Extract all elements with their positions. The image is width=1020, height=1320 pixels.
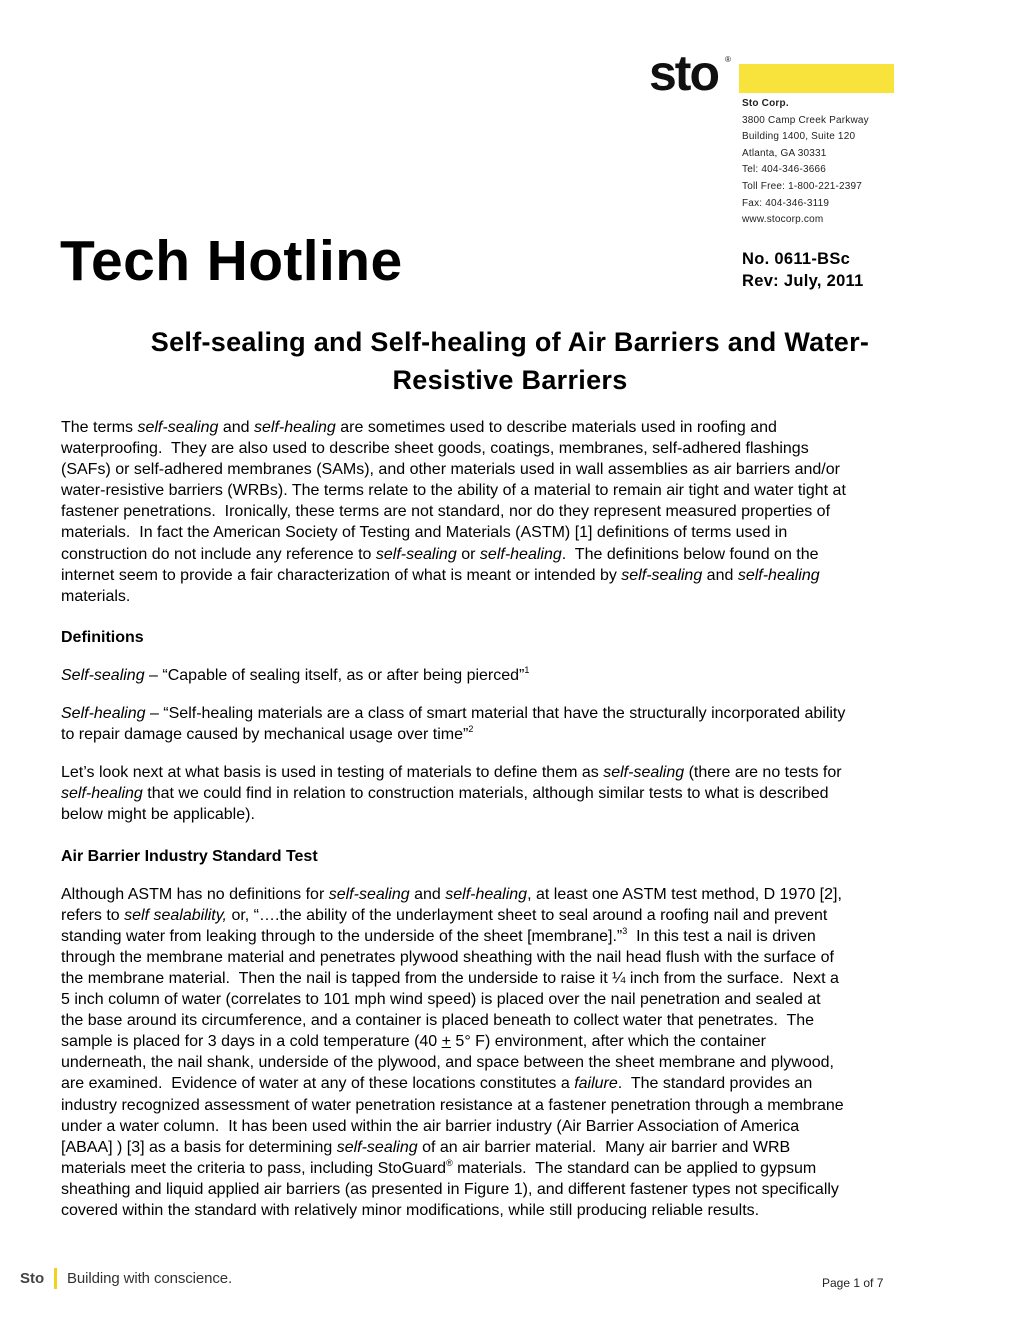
self-sealing-definition: Self-sealing – “Capable of sealing itself, as or after being pierced”$^1$ xyxy=(61,664,530,684)
brand-yellow-bar xyxy=(739,64,894,93)
intro-paragraph: The terms self-sealing and self-healing are sometimes used to describe materials used in roofing and waterproofing. They are also used to describe sheet goods, coatings, membranes, self-adhered flashings (SAFs) or self-adhered membranes (SAMs), and other materials used in wall assemblies as air barriers and/or water-resistive barriers (WRBs). The terms relate to the ability of a material to remain air tight and water tight at fastener penetrations. Ironically, these terms are not standard, nor do they represent measured properties of materials. In fact the American Society of Testing and Materials (ASTM) [1] definitions of terms used in construction do not include any reference to self-sealing or self-healing. The definitions below found on the internet seem to provide a fair characterization of what is meant or intended by self-sealing and self-healing materials. xyxy=(61,419,846,605)
company-name: Sto Corp. xyxy=(742,98,789,109)
address-city: Atlanta, GA 30331 xyxy=(742,147,827,159)
page-number: Page 1 of 7 xyxy=(822,1276,884,1290)
footer-divider xyxy=(54,1268,57,1289)
svg-text:sto: sto xyxy=(649,52,718,96)
definitions-heading: Definitions xyxy=(61,628,144,646)
document-meta xyxy=(742,248,864,292)
air-barrier-heading: Air Barrier Industry Standard Test xyxy=(61,847,318,865)
astm-test-paragraph: Although ASTM has no definitions for self-sealing and self-healing, at least one ASTM test method, D 1970 [2], refers to self sealability, or, “….the ability of the underlayment sheet to seal around a roofing nail and prevent standing water from leaking through to the underside of the sheet [membrane].”$^3$ In this test a nail is driven through the membrane material and penetrates plywood sheathing with the nail head flush with the surface of the membrane material. Then the nail is tapped from the underside to raise it ¼ inch from the surface. Next a 5 inch column of water (correlates to 101 mph wind speed) is placed over the nail penetration and sealed at the base around its circumference, and a container is placed beneath to collect water that penetrates. The sample is placed for 3 days in a cold temperature (40 + 5° F) environment, after which the container underneath, the nail shank, underside of the plywood, and space between the sheet membrane and plywood, are examined. Evidence of water at any of these locations constitutes a failure. The standard provides an industry recognized assessment of water penetration resistance at a fastener penetration through a membrane under a water column. It has been used within the air barrier industry (Air Barrier Association of America [ABAA] ) [3] as a basis for determining self-sealing of an air barrier material. Many air barrier and WRB materials meet the criteria to pass, including StoGuard® materials. The standard can be applied to gypsum sheathing and liquid applied air barriers (as presented in Figure 1), and different fastener types not specifically covered within the standard with relatively minor modifications, while still producing reliable results. xyxy=(61,885,844,1219)
sto-logo xyxy=(649,52,733,96)
testing-basis-paragraph: Let’s look next at what basis is used in testing of materials to define them as self-sealing (there are no tests for self-healing that we could find in relation to construction materials, although similar tests to what is described below might be applicable). xyxy=(61,764,842,824)
document-title: Tech Hotline xyxy=(60,229,403,293)
document-number: No. 0611-BSc xyxy=(742,250,851,268)
svg-text:®: ® xyxy=(725,55,731,64)
revision-date: Rev: July, 2011 xyxy=(742,272,864,290)
fax: Fax: 404-346-3119 xyxy=(742,197,830,209)
toll-free-phone: Toll Free: 1-800-221-2397 xyxy=(742,180,863,192)
self-healing-definition: Self-healing – “Self-healing materials are a class of smart material that have the structurally incorporated ability to repair damage caused by mechanical usage over time”$^2$ xyxy=(61,705,846,744)
address-building: Building 1400, Suite 120 xyxy=(742,131,856,143)
footer-brand: Sto xyxy=(20,1270,45,1287)
article-title-line-2: Resistive Barriers xyxy=(392,365,628,395)
phone: Tel: 404-346-3666 xyxy=(742,164,827,176)
article-title-line-1: Self-sealing and Self-healing of Air Barriers and Water- xyxy=(150,327,870,357)
company-address xyxy=(742,96,869,229)
article-title xyxy=(60,323,960,399)
footer-tagline: Building with conscience. xyxy=(67,1270,233,1287)
website[interactable]: www.stocorp.com xyxy=(742,214,824,226)
article-body xyxy=(61,417,966,1221)
address-street: 3800 Camp Creek Parkway xyxy=(742,114,869,126)
